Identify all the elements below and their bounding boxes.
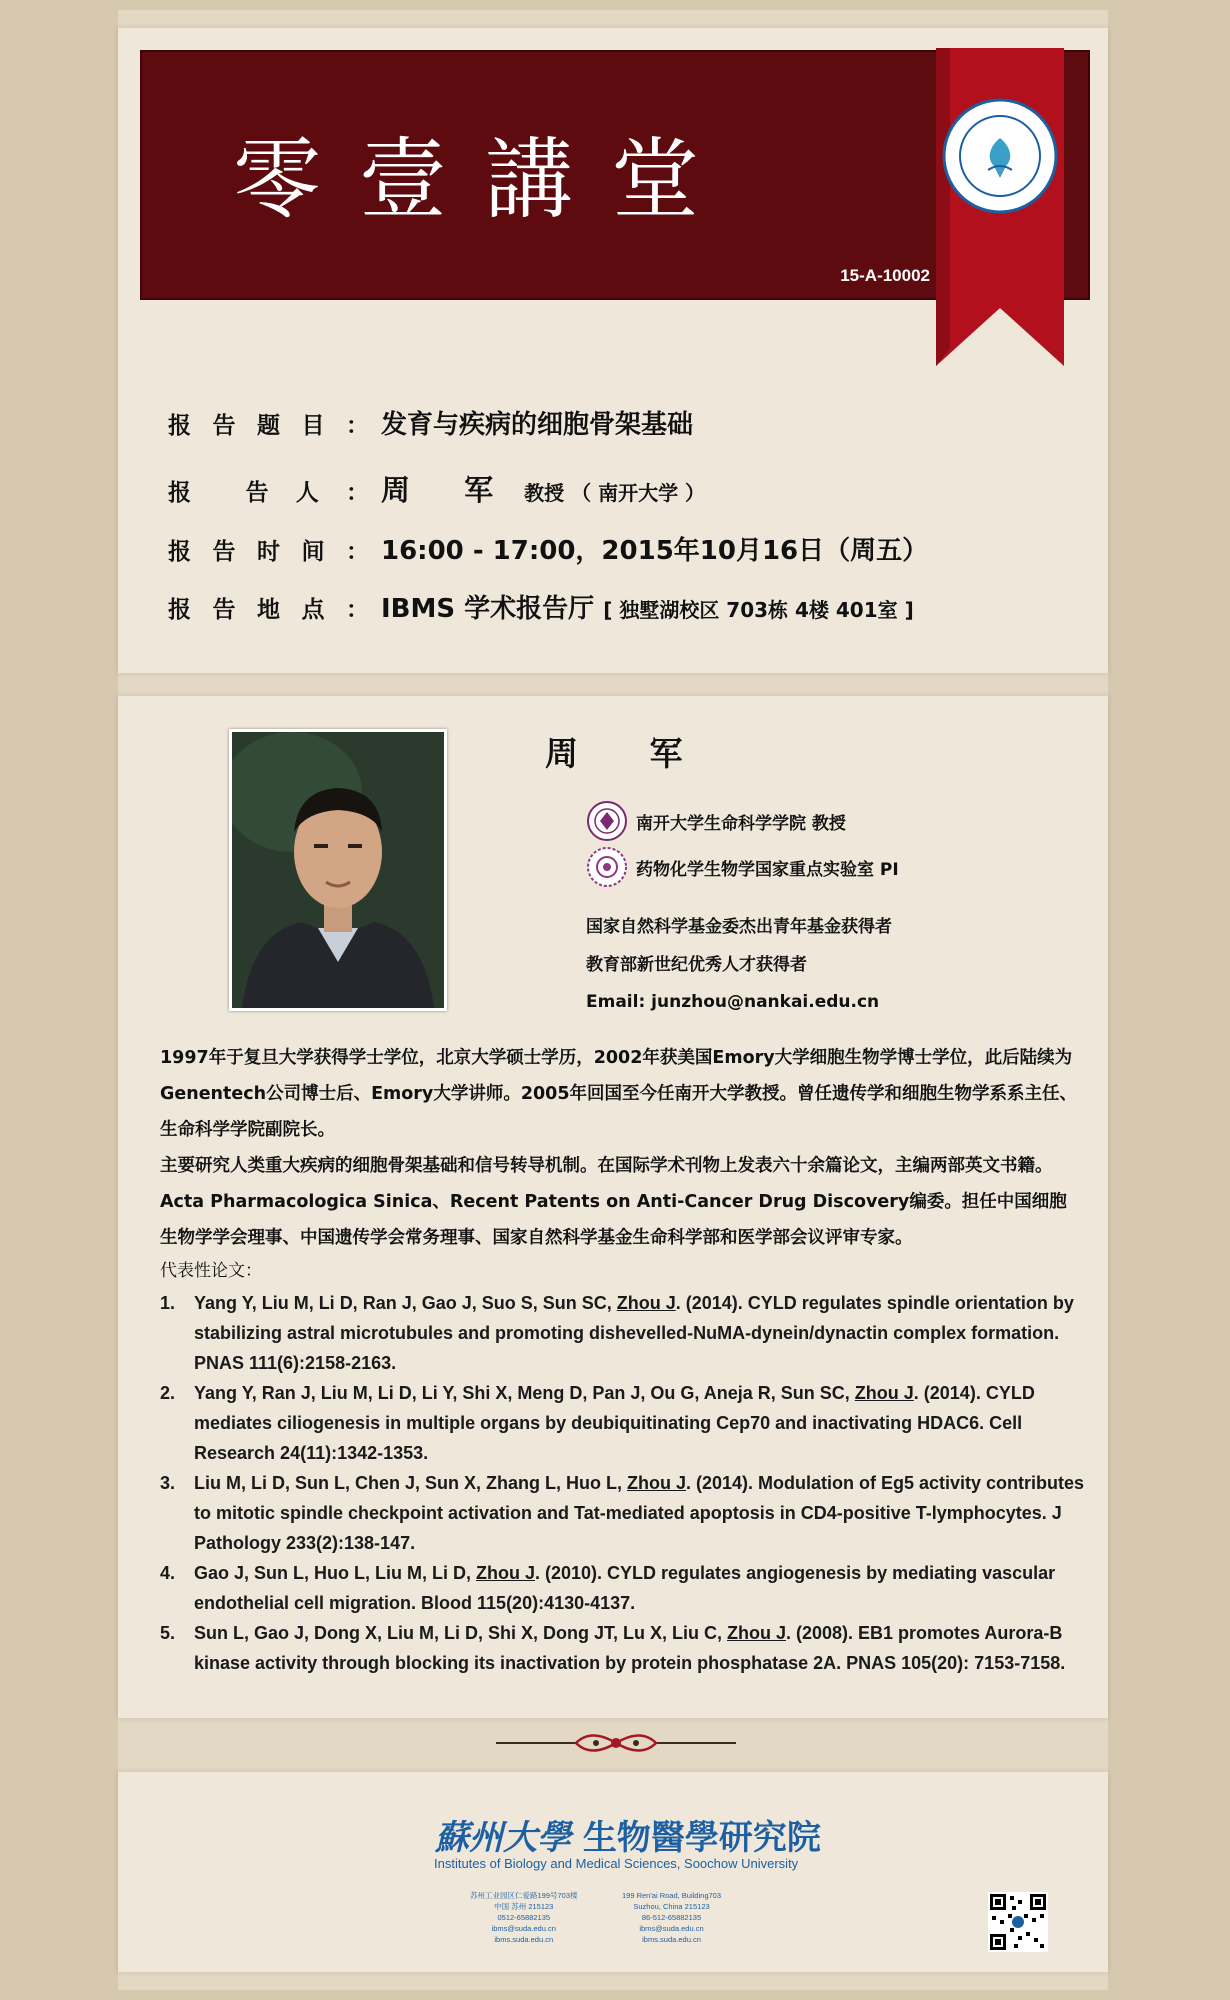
speaker-title: 教授 （ 南开大学 ） (524, 481, 706, 505)
topic-row (168, 404, 693, 441)
bio-paragraph-education: 1997年于复旦大学获得学士学位，北京大学硕士学历，2002年获美国Emory大学细胞生物学博士学位，此后陆续为Genentech公司博士后、Emory大学讲师。2005年回国至今任南开大学教授。曾任遗传学和细胞生物学系系主任、生命科学学院副院长。 (160, 1048, 1078, 1140)
topic-value: 发育与疾病的细胞骨架基础 (381, 410, 694, 440)
speaker-value (381, 468, 705, 509)
topic-label: 报 告 题 目 ： (168, 413, 369, 439)
affiliation-row-2 (586, 846, 899, 888)
institute-footer (118, 1772, 1108, 1972)
place-detail: [ 独墅湖校区 703栋 4楼 401室 ] (603, 598, 914, 622)
bio-paragraph-research: 主要研究人类重大疾病的细胞骨架基础和信号转导机制。在国际学术刊物上发表六十余篇论文，主编两部英文书籍。Acta Pharmacologica Sinica、Recent Patents on Anti-Cancer Drug Discovery编委。担任中国细胞生物学学会理事、中国遗传学会常务理事、国家自然科学基金生命科学部和医学部会议评审专家。 (160, 1156, 1067, 1248)
ribbon-badge (930, 48, 1070, 366)
institute-name-en: Institutes of Biology and Medical Sciences, Soochow University (434, 1856, 799, 1871)
speaker-label: 报 告 人 ： (168, 480, 369, 506)
nankai-university-logo-icon (586, 800, 628, 842)
speaker-row (168, 468, 705, 509)
place-main: IBMS 学术报告厅 (381, 594, 595, 624)
place-row (168, 588, 914, 625)
honor-1: 国家自然科学基金委杰出青年基金获得者 (586, 917, 892, 937)
place-label: 报 告 地 点 ： (168, 597, 369, 623)
affiliation-2: 药物化学生物学国家重点实验室 PI (636, 859, 899, 880)
address-cn: 苏州工业园区仁爱路199号703楼 中国 苏州 215123 0512-65882135 ibms@suda.edu.cn ibms.suda.edu.cn (470, 1891, 578, 1944)
publications-heading: 代表性论文： (160, 1261, 262, 1281)
speaker-photo (229, 729, 447, 1011)
speaker-name-heading: 周 军 (545, 734, 713, 773)
lecture-code: 15-A-10002 (840, 266, 930, 285)
publication-item: 3. Liu M, Li D, Sun L, Chen J, Sun X, Zhang L, Huo L, Zhou J. (2014). Modulation of Eg5 activity contributes to mitotic spindle checkpoint activation and Tat-mediated apoptosis in CD4-positive T-lymphocytes. J Pathology 233(2):138-147. (160, 1473, 1085, 1553)
publication-list (160, 1288, 1090, 1678)
publication-item: 2. Yang Y, Ran J, Liu M, Li D, Li Y, Shi X, Meng D, Pan J, Ou G, Aneja R, Sun SC, Zhou J. (2014). CYLD mediates ciliogenesis in multiple organs by deubiquitinating Cep70 and inactivating HDAC6. Cell Research 24(11):1342-1353. (160, 1383, 1035, 1463)
affiliation-row-1 (586, 800, 846, 842)
publication-item: 4. Gao J, Sun L, Huo L, Liu M, Li D, Zhou J. (2010). CYLD regulates angiogenesis by mediating vascular endothelial cell migration. Blood 115(20):4130-4137. (160, 1563, 1056, 1613)
university-calligraphy: 蘇州大學 (435, 1818, 571, 1858)
time-row (168, 530, 928, 567)
address-en: 199 Ren'ai Road, Building703 Suzhou, China 215123 86-512-65882135 ibms@suda.edu.cn ibms.suda.edu.cn (622, 1891, 722, 1944)
qr-code-icon[interactable] (988, 1892, 1048, 1952)
state-key-lab-logo-icon (586, 846, 628, 888)
speaker-name: 周 军 (381, 473, 516, 507)
place-value (381, 588, 914, 625)
publication-item: 5. Sun L, Gao J, Dong X, Liu M, Li D, Shi X, Dong JT, Lu X, Liu C, Zhou J. (2008). EB1 promotes Aurora-B kinase activity through blocking its inactivation by protein phosphatase 2A. PNAS 105(20): 7153-7158. (160, 1623, 1066, 1673)
affiliation-1: 南开大学生命科学学院 教授 (636, 813, 846, 834)
time-label: 报 告 时 间 ： (168, 539, 369, 565)
publication-item: 1. Yang Y, Liu M, Li D, Ran J, Gao J, Suo S, Sun SC, Zhou J. (2014). CYLD regulates spindle orientation by stabilizing astral microtubules and promoting dishevelled-NuMA-dynein/dynactin complex formation. PNAS 111(6):2158-2163. (160, 1293, 1074, 1373)
speaker-email: Email: junzhou@nankai.edu.cn (586, 992, 880, 1012)
time-value: 16:00 - 17:00，2015年10月16日（周五） (381, 536, 929, 566)
ornament-divider-icon (496, 1726, 736, 1760)
honor-2: 教育部新世纪优秀人才获得者 (586, 955, 807, 975)
institute-title: 生物醫學研究院 (582, 1818, 821, 1858)
lecture-series-title: 零壹講堂 (232, 128, 737, 231)
institute-name-cn (435, 1810, 821, 1859)
